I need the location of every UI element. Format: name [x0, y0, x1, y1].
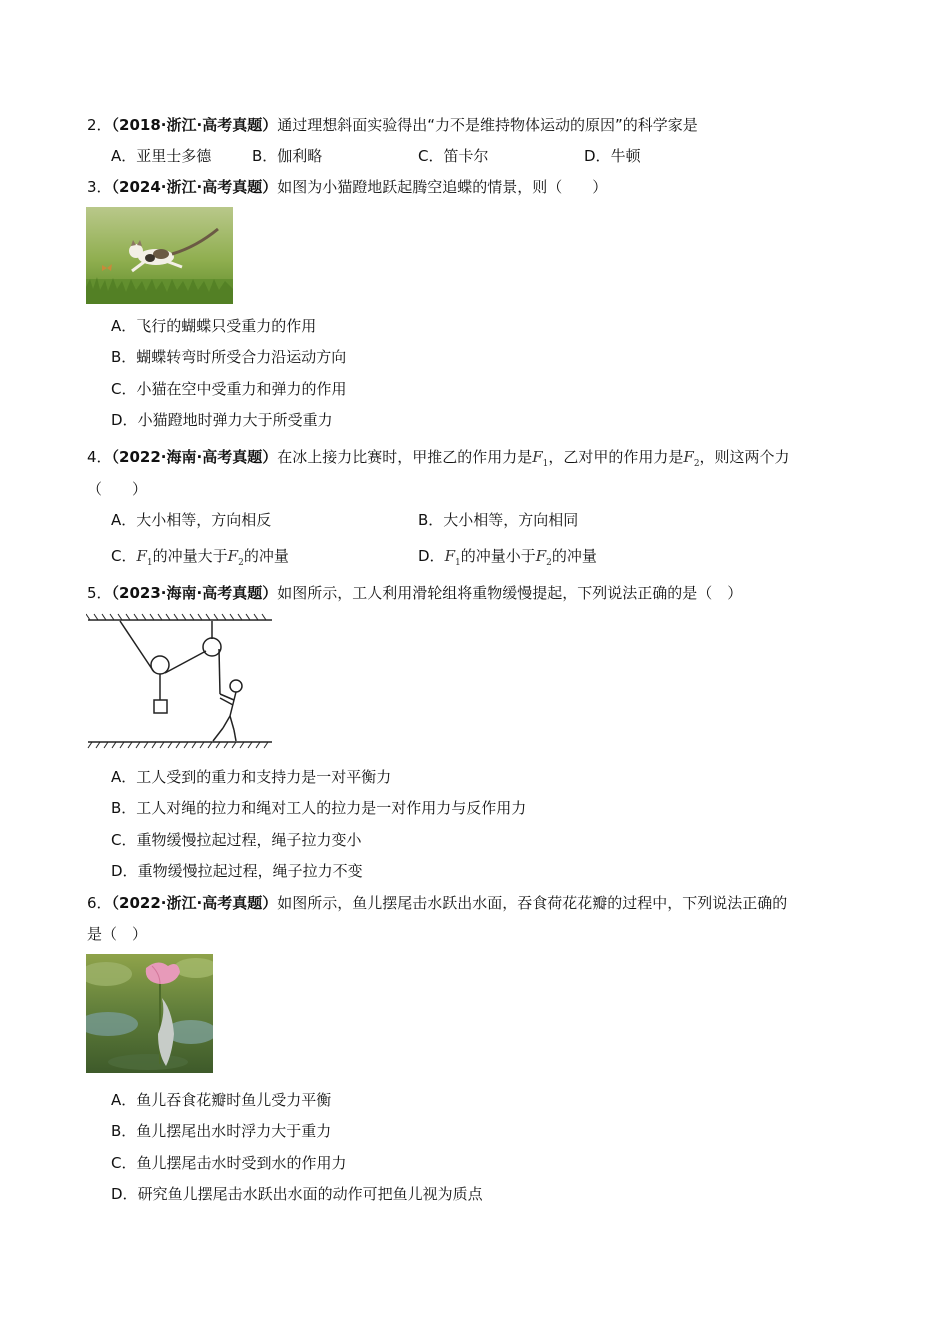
option-text: 重物缓慢拉起过程，绳子拉力变小	[136, 831, 362, 849]
option-text: 的冲量	[243, 547, 289, 565]
question-3-stem	[87, 177, 607, 197]
option-text: 鱼儿吞食花瓣时鱼儿受力平衡	[136, 1091, 332, 1109]
option-b[interactable]	[418, 510, 578, 530]
option-letter: B．	[252, 147, 278, 165]
question-text: 如图所示，工人利用滑轮组将重物缓慢提起，下列说法正确的是（ ）	[277, 584, 743, 602]
force-f2-symbol: $F_2$	[227, 547, 244, 568]
question-text: 通过理想斜面实验得出“力不是维持物体运动的原因”的科学家是	[277, 116, 698, 134]
question-text: ，乙对甲的作用力是	[548, 448, 684, 466]
option-b[interactable]	[252, 146, 322, 166]
option-b[interactable]	[111, 798, 526, 818]
option-text: 小猫在空中受重力和弹力的作用	[136, 380, 347, 398]
option-letter: C．	[111, 831, 137, 849]
option-letter: D．	[418, 547, 445, 565]
option-text: 的冲量小于	[460, 547, 536, 565]
option-text: 的冲量大于	[152, 547, 228, 565]
option-a[interactable]	[111, 510, 271, 530]
option-d[interactable]	[111, 1184, 483, 1204]
question-source: （2023·海南·高考真题）	[111, 584, 278, 602]
question-source: （2022·海南·高考真题）	[111, 448, 278, 466]
option-text: 的冲量	[551, 547, 597, 565]
option-text: 大小相等，方向相同	[443, 511, 579, 529]
option-letter: A．	[111, 1091, 137, 1109]
question-4-stem	[87, 447, 790, 474]
option-letter: A．	[111, 768, 137, 786]
question-text: 在冰上接力比赛时，甲推乙的作用力是	[277, 448, 533, 466]
force-f2-symbol: $F_2$	[535, 547, 552, 568]
question-number: 4．	[87, 448, 112, 466]
question-number: 2．	[87, 116, 112, 134]
option-a[interactable]	[111, 316, 316, 336]
option-letter: D．	[111, 862, 138, 880]
question-5-stem	[87, 583, 742, 603]
question-text: 如图为小猫蹬地跃起腾空追蝶的情景，则（ ）	[277, 178, 608, 196]
option-letter: A．	[111, 317, 137, 335]
force-f1-symbol: $F_1$	[532, 448, 549, 469]
question-text: 如图所示，鱼儿摆尾击水跃出水面，吞食荷花花瓣的过程中，下列说法正确的	[277, 894, 788, 912]
force-f2-symbol: $F_2$	[683, 448, 700, 469]
question-4-answer-blank: （ ）	[87, 480, 148, 498]
option-letter: B．	[111, 1122, 137, 1140]
cat-butterfly-photo	[86, 207, 233, 304]
option-c[interactable]	[111, 830, 362, 850]
option-text: 笛卡尔	[443, 147, 489, 165]
option-d[interactable]	[111, 410, 333, 430]
option-letter: C．	[111, 380, 137, 398]
option-letter: D．	[584, 147, 611, 165]
question-number: 5．	[87, 584, 112, 602]
fish-lotus-photo	[86, 954, 213, 1073]
question-source: （2024·浙江·高考真题）	[111, 178, 278, 196]
option-d[interactable]	[584, 146, 641, 166]
option-a[interactable]	[111, 767, 391, 787]
option-letter: D．	[111, 1185, 138, 1203]
option-text: 牛顿	[610, 147, 641, 165]
question-2-stem	[87, 115, 698, 135]
question-number: 3．	[87, 178, 112, 196]
question-source: （2022·浙江·高考真题）	[111, 894, 278, 912]
question-6-stem-line2: 是（ ）	[87, 925, 148, 943]
force-f1-symbol: $F_1$	[444, 547, 461, 568]
option-text: 工人受到的重力和支持力是一对平衡力	[136, 768, 392, 786]
option-text: 大小相等，方向相反	[136, 511, 272, 529]
option-c[interactable]	[418, 146, 489, 166]
option-text: 亚里士多德	[136, 147, 212, 165]
option-letter: B．	[111, 348, 137, 366]
option-letter: A．	[111, 511, 137, 529]
question-source: （2018·浙江·高考真题）	[111, 116, 278, 134]
option-letter: A．	[111, 147, 137, 165]
option-text: 重物缓慢拉起过程，绳子拉力不变	[137, 862, 363, 880]
option-c[interactable]	[111, 546, 289, 573]
pulley-system-diagram	[86, 612, 274, 752]
option-text: 伽利略	[277, 147, 323, 165]
option-text: 蝴蝶转弯时所受合力沿运动方向	[136, 348, 347, 366]
option-letter: C．	[111, 1154, 137, 1172]
option-a[interactable]	[111, 1090, 331, 1110]
option-letter: C．	[418, 147, 444, 165]
option-b[interactable]	[111, 1121, 331, 1141]
option-text: 工人对绳的拉力和绳对工人的拉力是一对作用力与反作用力	[136, 799, 527, 817]
option-letter: B．	[111, 799, 137, 817]
force-f1-symbol: $F_1$	[136, 547, 153, 568]
option-a[interactable]	[111, 146, 211, 166]
option-text: 飞行的蝴蝶只受重力的作用	[136, 317, 317, 335]
option-text: 鱼儿摆尾击水时受到水的作用力	[136, 1154, 347, 1172]
question-number: 6．	[87, 894, 112, 912]
option-d[interactable]	[418, 546, 597, 573]
question-6-stem	[87, 893, 787, 913]
option-text: 小猫蹬地时弹力大于所受重力	[137, 411, 333, 429]
option-c[interactable]	[111, 1153, 347, 1173]
option-b[interactable]	[111, 347, 346, 367]
option-d[interactable]	[111, 861, 363, 881]
option-letter: C．	[111, 547, 137, 565]
option-text: 研究鱼儿摆尾击水跃出水面的动作可把鱼儿视为质点	[137, 1185, 483, 1203]
option-c[interactable]	[111, 379, 347, 399]
option-letter: B．	[418, 511, 444, 529]
option-letter: D．	[111, 411, 138, 429]
question-text: ，则这两个力	[699, 448, 790, 466]
option-text: 鱼儿摆尾出水时浮力大于重力	[136, 1122, 332, 1140]
